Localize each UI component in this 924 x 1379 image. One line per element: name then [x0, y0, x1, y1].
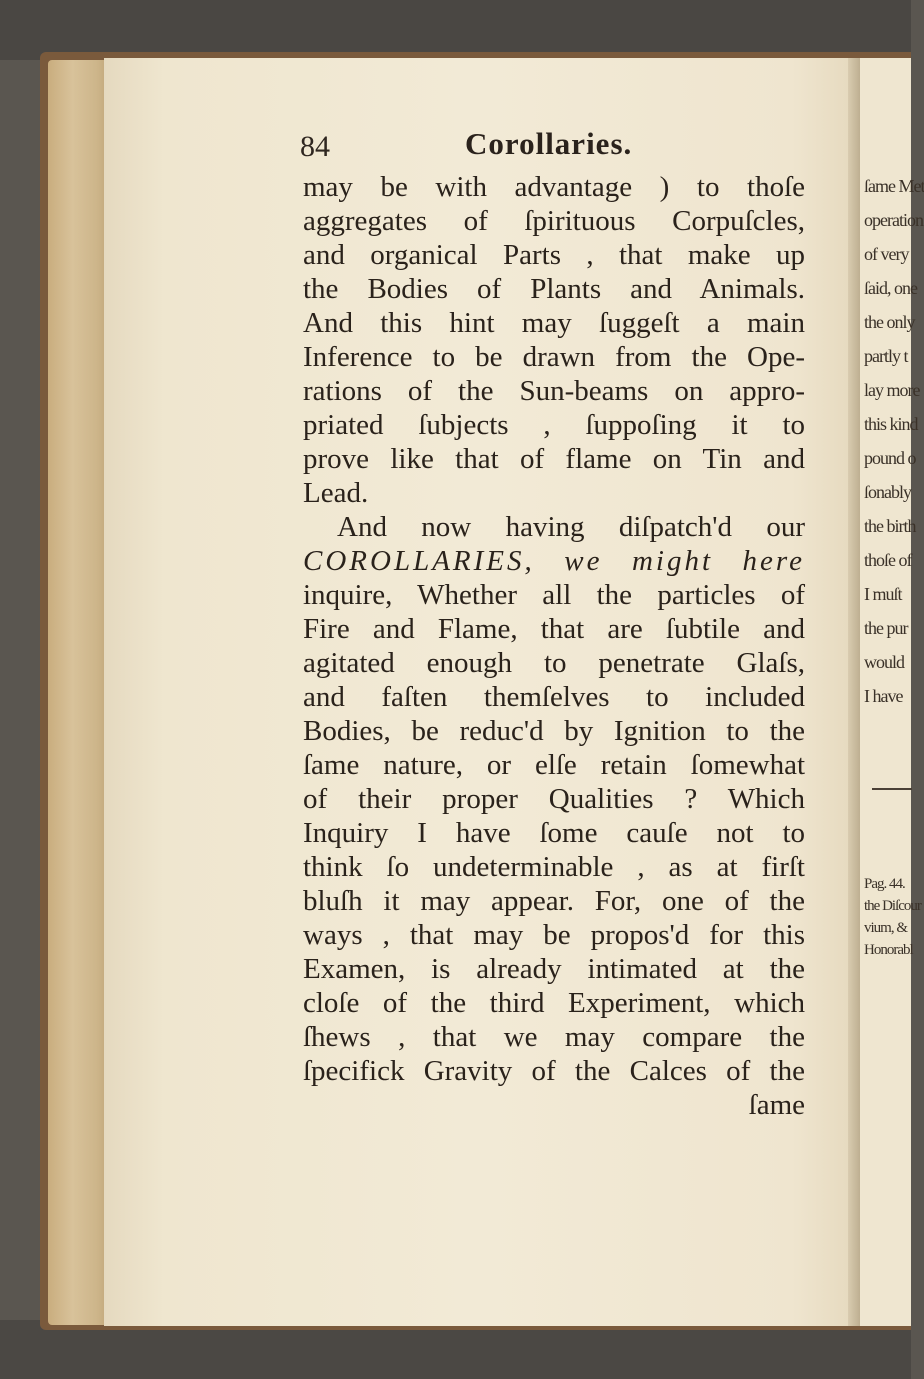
facing-page [860, 58, 924, 1326]
text-line: cloſe of the third Experiment, which [303, 987, 805, 1019]
facing-page-fragment: of very [864, 244, 909, 264]
facing-page-fragment: I muſt [864, 584, 902, 604]
running-head: Corollaries. [465, 126, 633, 161]
text-line: Bodies, be reduc'd by Ignition to the [303, 715, 805, 747]
page-number: 84 [300, 130, 330, 163]
facing-page-fragment: I have [864, 686, 903, 706]
text-line: inquire, Whether all the particles of [303, 579, 805, 611]
text-line: bluſh it may appear. For, one of the [303, 885, 805, 917]
paragraph-first-line: And now having diſpatch'd our [337, 511, 805, 543]
text-line: Fire and Flame, that are ſubtile and [303, 613, 805, 645]
facing-page-rule [872, 788, 912, 790]
text-line: and faſten themſelves to included [303, 681, 805, 713]
facing-page-fragment: the birth [864, 516, 916, 536]
facing-page-fragment: lay more [864, 380, 920, 400]
text-line: the Bodies of Plants and Animals. [303, 273, 805, 305]
text-line: of their proper Qualities ? Which [303, 783, 805, 815]
facing-page-fragment: ſaid, one [864, 278, 917, 298]
facing-page-fragment: operation [864, 210, 923, 230]
text-line: may be with advantage ) to thoſe [303, 171, 805, 203]
text-line: prove like that of flame on Tin and [303, 443, 805, 475]
text-line: ſpecifick Gravity of the Calces of the [303, 1055, 805, 1087]
text-line: agitated enough to penetrate Glaſs, [303, 647, 805, 679]
text-line: ſhews , that we may compare the [303, 1021, 805, 1053]
facing-page-fragment: vium, & [864, 920, 908, 936]
facing-page-fragment: Pag. 44. [864, 876, 905, 892]
text-line: rations of the Sun-beams on appro- [303, 375, 805, 407]
text-line: aggregates of ſpirituous Corpuſcles, [303, 205, 805, 237]
facing-page-fragment: partly t [864, 346, 908, 366]
text-line: And this hint may ſuggeſt a main [303, 307, 805, 339]
facing-page-fragment: ſonably [864, 482, 911, 502]
facing-page-fragment: the Diſcour [864, 898, 921, 914]
facing-page-fragment: this kind [864, 414, 918, 434]
text-line: Inference to be drawn from the Ope- [303, 341, 805, 373]
text-line-small-caps: COROLLARIES, we might here [303, 545, 805, 577]
facing-page-fragment: ſame Met [864, 176, 924, 196]
text-line: priated ſubjects , ſuppoſing it to [303, 409, 805, 441]
facing-page-fragment: would [864, 652, 904, 672]
text-line: Inquiry I have ſome cauſe not to [303, 817, 805, 849]
facing-page-fragment: thoſe of [864, 550, 912, 570]
text-line: Lead. [303, 477, 369, 509]
text-line: ſame nature, or elſe retain ſomewhat [303, 749, 805, 781]
text-line: ways , that may be propos'd for this [303, 919, 805, 951]
text-line: Examen, is already intimated at the [303, 953, 805, 985]
catchword: ſame [748, 1089, 805, 1121]
facing-page-fragment: the only [864, 312, 915, 332]
facing-page-fragment: pound o [864, 448, 916, 468]
text-line: think ſo undeterminable , as at firſt [303, 851, 805, 883]
facing-page-fragment: Honorabl [864, 942, 913, 958]
facing-page-fragment: the pur [864, 618, 908, 638]
text-line: and organical Parts , that make up [303, 239, 805, 271]
backdrop-top [0, 0, 911, 60]
